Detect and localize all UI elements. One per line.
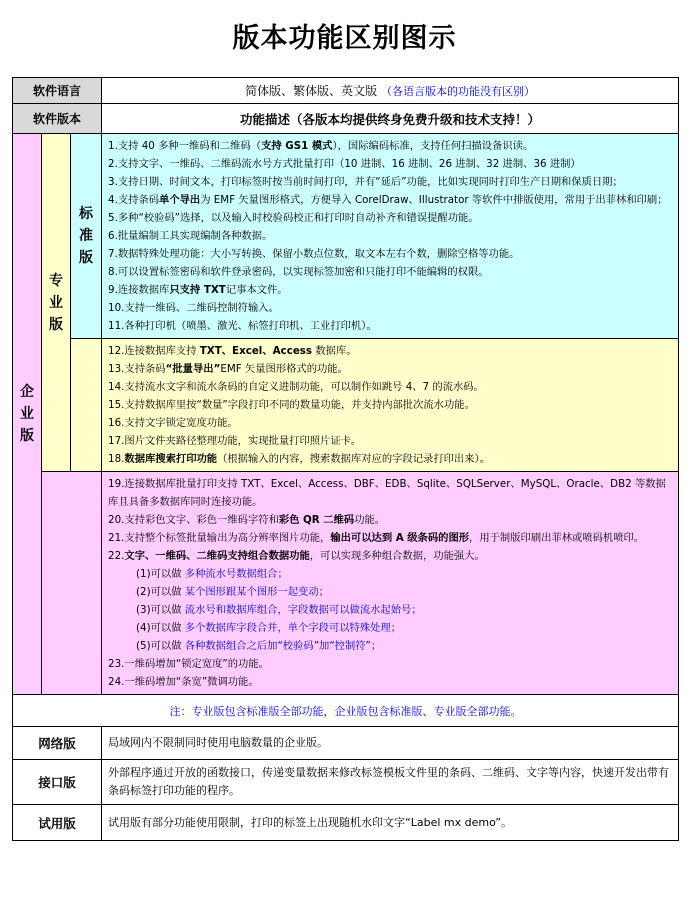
professional-row bbox=[13, 339, 679, 472]
feature-text: 15.支持数据库里按“数量”字段打印不同的数量功能，并支持内部批次流水功能。 bbox=[108, 399, 475, 411]
feature-item bbox=[108, 209, 673, 227]
professional-feature-list bbox=[108, 342, 673, 468]
feature-item bbox=[108, 299, 673, 317]
feature-item bbox=[108, 529, 673, 547]
network-row bbox=[13, 727, 679, 760]
version-row bbox=[13, 104, 679, 134]
combo-item bbox=[108, 565, 673, 583]
feature-text: 7.数据特殊处理功能：大小写转换、保留小数点位数，取文本左右个数，删除空格等功能。 bbox=[108, 248, 520, 260]
feature-text: 1.支持 40 多种一维码和二维码（ bbox=[108, 140, 262, 152]
combo-prefix: (4)可以做 bbox=[136, 622, 182, 634]
professional-features bbox=[102, 339, 679, 472]
footnote-row bbox=[13, 695, 679, 727]
feature-item: 24.一维码增加“条宽”微调功能。 bbox=[108, 676, 259, 688]
page-title: 版本功能区别图示 bbox=[232, 23, 457, 54]
enterprise-tail-list bbox=[108, 655, 673, 691]
feature-text: （根据输入的内容，搜索数据库对应的字段记录打印出来）。 bbox=[217, 453, 490, 465]
standard-features bbox=[102, 134, 679, 339]
feature-item bbox=[108, 511, 673, 529]
feature-highlight: 只支持 TXT bbox=[169, 284, 226, 296]
feature-item bbox=[108, 155, 673, 173]
feature-item bbox=[108, 378, 673, 396]
combo-text: 多种流水号数据组合； bbox=[184, 568, 288, 580]
language-label: 软件语言 bbox=[13, 78, 102, 104]
combo-prefix: (2)可以做 bbox=[136, 586, 182, 598]
interface-text: 外部程序通过开放的函数接口，传递变量数据来修改标签模板文件里的条码、二维码、文字等内容，快速开发出带有条码标签打印功能的程序。 bbox=[102, 760, 679, 805]
enterprise-label bbox=[13, 134, 42, 695]
combo-text: 某个图形跟某个图形一起变动； bbox=[184, 586, 329, 598]
feature-highlight: “批量导出” bbox=[165, 363, 221, 375]
interface-label: 接口版 bbox=[13, 760, 102, 805]
trial-text: 试用版有部分功能使用限制，打印的标签上出现随机水印文字“Label mx demo”。 bbox=[102, 805, 679, 841]
feature-text: 20.支持彩色文字、彩色一维码字符和 bbox=[108, 514, 279, 526]
language-row bbox=[13, 78, 679, 104]
combo-item bbox=[108, 601, 673, 619]
feature-text: ，可以实现多种组合数据，功能强大。 bbox=[309, 550, 485, 562]
combo-text: 流水号和数据库组合，字段数据可以做流水起始号； bbox=[184, 604, 422, 616]
feature-item bbox=[108, 227, 673, 245]
feature-text: 13.支持条码 bbox=[108, 363, 166, 375]
version-table bbox=[12, 77, 679, 841]
enterprise-feature-list bbox=[108, 475, 673, 565]
function-description-header: 功能描述（各版本均提供终身免费升级和技术支持！） bbox=[102, 104, 679, 134]
feature-text: 10.支持一维码、二维码控制符输入。 bbox=[108, 302, 279, 314]
feature-text: 5.多种“校验码”选择，以及输入时校验码校正和打印时自动补齐和错误提醒功能。 bbox=[108, 212, 479, 224]
enterprise-spacer bbox=[42, 472, 102, 695]
language-list: 简体版、繁体版、英文版 bbox=[245, 84, 378, 98]
feature-item bbox=[108, 547, 673, 565]
enterprise-row bbox=[13, 472, 679, 695]
feature-item bbox=[108, 263, 673, 281]
feature-text: 21.支持整个标签批量输出为高分辨率图片功能， bbox=[108, 532, 331, 544]
feature-text: 18. bbox=[108, 453, 125, 465]
standard-label bbox=[71, 134, 102, 339]
feature-item bbox=[108, 317, 673, 335]
trial-label: 试用版 bbox=[13, 805, 102, 841]
feature-text: 8.可以设置标签密码和软件登录密码，以实现标签加密和只能打印不能编辑的权限。 bbox=[108, 266, 489, 278]
feature-text: 11.各种打印机（喷墨、激光、标签打印机、工业打印机）。 bbox=[108, 320, 377, 332]
feature-text: 4.支持条码 bbox=[108, 194, 160, 206]
feature-text: 16.支持文字锁定宽度功能。 bbox=[108, 417, 238, 429]
network-label: 网络版 bbox=[13, 727, 102, 760]
feature-text: ，用于制版印刷出菲林或喷码机喷印。 bbox=[469, 532, 645, 544]
feature-item bbox=[108, 475, 673, 511]
combo-item bbox=[108, 637, 673, 655]
footnote: 注：专业版包含标准版全部功能，企业版包含标准版、专业版全部功能。 bbox=[13, 695, 679, 727]
enterprise-features bbox=[102, 472, 679, 695]
feature-item: 23.一维码增加“锁定宽度”的功能。 bbox=[108, 658, 269, 670]
interface-row bbox=[13, 760, 679, 805]
feature-highlight: TXT、Excel、Access bbox=[199, 345, 313, 357]
feature-highlight: 数据库搜索打印功能 bbox=[124, 453, 218, 465]
combo-prefix: (5)可以做 bbox=[136, 640, 182, 652]
feature-text: 12.连接数据库支持 bbox=[108, 345, 200, 357]
trial-row bbox=[13, 805, 679, 841]
professional-label bbox=[42, 134, 71, 472]
feature-item bbox=[108, 396, 673, 414]
combo-prefix: (1)可以做 bbox=[136, 568, 182, 580]
feature-text: 3.支持日期、时间文本，打印标签时按当前时间打印，并有“延后”功能，比如实现同时打印生产日期和保质日期； bbox=[108, 176, 623, 188]
feature-text: 记事本文件。 bbox=[225, 284, 288, 296]
feature-text: 2.支持文字、一维码、二维码流水号方式批量打印（10 进制、16 进制、26 进制、32 进制、36 进制） bbox=[108, 158, 581, 170]
feature-item bbox=[108, 281, 673, 299]
feature-highlight: 单个导出 bbox=[159, 194, 201, 206]
enterprise-label-text: 企业版 bbox=[20, 384, 34, 444]
version-label: 软件版本 bbox=[13, 104, 102, 134]
language-note: （各语言版本的功能没有区别） bbox=[380, 85, 535, 98]
feature-item bbox=[108, 342, 673, 360]
feature-text: EMF 矢量图形格式的功能。 bbox=[220, 363, 348, 375]
combo-feature-list bbox=[108, 565, 673, 655]
feature-item bbox=[108, 414, 673, 432]
professional-spacer bbox=[71, 339, 102, 472]
feature-text: 为 EMF 矢量图形格式，方便导入 CorelDraw、Illustrator 等软件中排版使用，常用于出菲林和印刷； bbox=[200, 194, 668, 206]
feature-text: 17.图片文件夹路径整理功能，实现批量打印照片证卡。 bbox=[108, 435, 362, 447]
feature-text: 19.连接数据库批量打印支持 TXT、Excel、Access、DBF、EDB、Sqlite、SQLServer、MySQL、Oracle、DB2 等数据库且具备多数据库同时连接功能。 bbox=[108, 478, 666, 508]
network-text: 局域网内不限制同时使用电脑数量的企业版。 bbox=[102, 727, 679, 760]
combo-text: 多个数据库字段合并，单个字段可以特殊处理； bbox=[184, 622, 402, 634]
standard-row bbox=[13, 134, 679, 339]
language-value bbox=[102, 78, 679, 104]
feature-text: 14.支持流水文字和流水条码的自定义进制功能，可以制作如跳号 4、7 的流水码。 bbox=[108, 381, 484, 393]
feature-text: ），国际编码标准，支持任何扫描设备识读。 bbox=[332, 140, 534, 152]
professional-label-text: 专业版 bbox=[49, 272, 63, 333]
feature-item bbox=[108, 191, 673, 209]
feature-highlight: 彩色 QR 二维码 bbox=[278, 514, 355, 526]
standard-label-text: 标准版 bbox=[79, 206, 94, 266]
combo-item bbox=[108, 619, 673, 637]
feature-item bbox=[108, 360, 673, 378]
combo-text: 各种数据组合之后加“校验码”加“控制符”； bbox=[184, 640, 382, 652]
feature-item bbox=[108, 450, 673, 468]
feature-highlight: 文字、一维码、二维码支持组合数据功能 bbox=[124, 550, 310, 562]
feature-item bbox=[108, 173, 673, 191]
feature-item bbox=[108, 245, 673, 263]
combo-item bbox=[108, 583, 673, 601]
feature-text: 数据库。 bbox=[312, 345, 357, 357]
feature-text: 功能。 bbox=[354, 514, 386, 526]
feature-item bbox=[108, 137, 673, 155]
feature-text: 9.连接数据库 bbox=[108, 284, 170, 296]
feature-highlight: 输出可以达到 A 级条码的图形 bbox=[330, 532, 470, 544]
standard-feature-list bbox=[108, 137, 673, 335]
combo-prefix: (3)可以做 bbox=[136, 604, 182, 616]
feature-text: 22. bbox=[108, 550, 125, 562]
feature-highlight: 支持 GS1 模式 bbox=[261, 140, 333, 152]
feature-item bbox=[108, 432, 673, 450]
feature-text: 6.批量编制工具实现编制各种数据。 bbox=[108, 230, 273, 242]
